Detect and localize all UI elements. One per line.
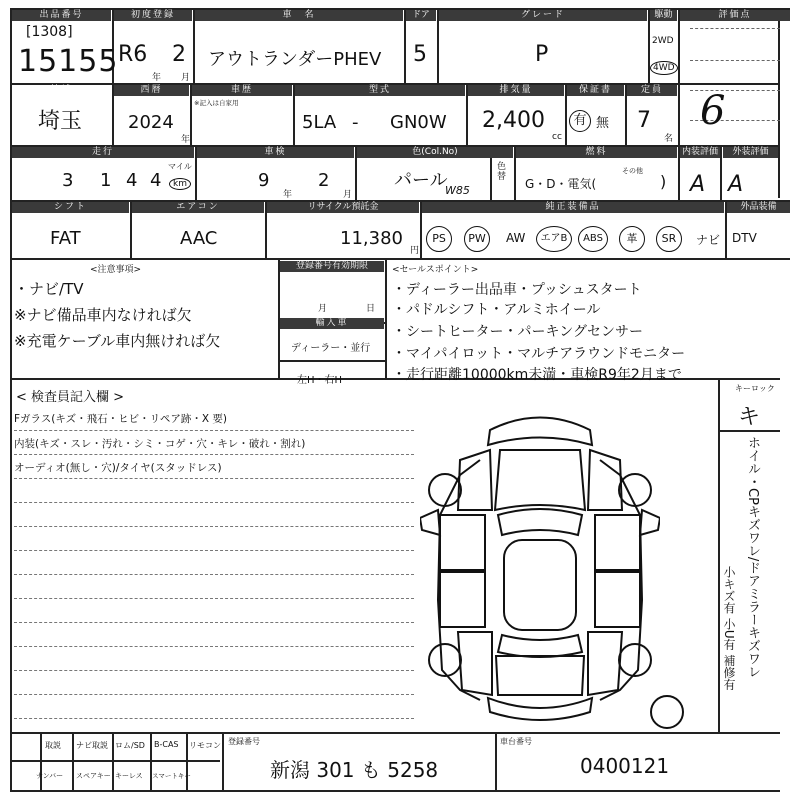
divider — [720, 145, 722, 200]
side-note-scratches: 小キズ有 小U有 補修有 — [722, 566, 736, 691]
note-line: ・ナビ/TV — [14, 280, 84, 298]
outer-right-top — [778, 8, 780, 198]
region-value: 埼玉 — [38, 109, 83, 134]
footer-item: ナンバー — [36, 772, 64, 780]
shift-label: シフト — [12, 202, 129, 213]
history-sub: ※記入は自家用 — [194, 99, 239, 107]
region-label: 地域 — [50, 85, 73, 95]
key-lock-label: キーロック — [735, 384, 775, 393]
right-rear-door — [595, 572, 640, 627]
sales-label: <セールスポイント> — [392, 265, 479, 275]
mileage-digit: 3 — [62, 170, 74, 191]
year-unit: 年 — [152, 73, 162, 83]
footer-item: ロム/SD — [115, 741, 145, 750]
rear-window-outline — [498, 635, 582, 657]
spare-tire — [651, 696, 683, 728]
first-reg-era-year: R6 — [118, 42, 148, 67]
import-dealer: ディーラー・並行 — [291, 343, 371, 354]
lot-no-label: 出品番号 — [12, 10, 111, 21]
windshield-outline — [498, 509, 582, 535]
inspection-month-unit: 月 — [343, 190, 353, 200]
interior-eval-label: 内装評価 — [681, 147, 718, 157]
recycle-label: リサイクル預託金 — [267, 202, 419, 213]
expiry-month: 月 — [318, 304, 328, 314]
mileage-digit: 4 — [150, 170, 162, 191]
month-unit: 月 — [181, 73, 191, 83]
right-rear-fender — [588, 632, 622, 695]
footer-item: スペアキー — [76, 772, 111, 780]
divider — [495, 732, 497, 790]
first-reg-label: 初度登録 — [114, 10, 192, 21]
fuel-other-label: その他 — [622, 167, 643, 175]
aircon-value: AAC — [180, 228, 218, 249]
writing-line — [14, 718, 414, 719]
equip-abs: ABS — [578, 226, 608, 252]
sales-point: ・ディーラー出品車・プッシュスタート — [392, 282, 642, 298]
history-label: 車歴 — [192, 85, 292, 96]
capacity-value: 7 — [637, 108, 651, 133]
lot-prefix: [1308] — [26, 24, 73, 40]
inspection-line: Fガラス(キズ・飛石・ヒビ・リペア跡・X 要) — [14, 413, 228, 425]
divider — [40, 732, 42, 790]
divider — [150, 732, 152, 790]
inspection-year-unit: 年 — [283, 190, 293, 200]
writing-line — [14, 526, 414, 527]
drive-2wd: 2WD — [652, 36, 674, 46]
front-bumper-outline — [488, 418, 592, 446]
writing-line — [14, 550, 414, 551]
writing-line — [14, 478, 414, 479]
rear-bumper-outline — [488, 698, 592, 720]
type-dash: - — [352, 112, 359, 133]
color-label: 色(Col.No) — [357, 147, 513, 158]
model-label: 車 名 — [195, 10, 403, 21]
left-mirror — [420, 510, 440, 535]
warranty-label: 保証書 — [567, 85, 624, 96]
mileage-digit: 4 — [126, 170, 138, 191]
inspection-line: オーディオ(無し・穴)/タイヤ(スタッドレス) — [14, 462, 222, 474]
writing-line — [14, 670, 414, 671]
fuel-label: 燃料 — [516, 147, 677, 158]
caution-label: <注意事項> — [90, 265, 142, 275]
score-dash-line — [690, 60, 780, 61]
left-rear-wheel — [429, 644, 461, 676]
warranty-no: 無 — [596, 116, 610, 131]
interior-score: A — [690, 172, 706, 197]
type-code: GN0W — [390, 112, 447, 133]
equip-ps: PS — [426, 226, 452, 252]
hood-outline — [495, 450, 585, 510]
score-label: 評価点 — [680, 10, 790, 21]
color-code: W85 — [445, 184, 470, 197]
left-front-door — [440, 515, 485, 570]
divider — [678, 8, 680, 200]
color-change-label: 色替 — [497, 162, 507, 182]
option-label: 外品装備 — [727, 202, 790, 213]
mileage-digit: 1 — [100, 170, 112, 191]
divider — [72, 732, 74, 790]
door-count: 5 — [413, 42, 427, 67]
left-front-wheel — [429, 474, 461, 506]
grade-value: P — [535, 42, 549, 67]
equip-aw: AW — [506, 231, 526, 245]
footer-item: スマートキー — [152, 772, 191, 780]
equipment-label: 純正装備品 — [422, 202, 724, 213]
equip-dtv: DTV — [732, 231, 757, 245]
inspection-label: < 検査員記入欄 > — [16, 390, 125, 405]
mile-unit: マイル — [168, 162, 192, 171]
lot-number: 15155 — [18, 44, 119, 79]
mileage-label: 走行 — [12, 147, 194, 158]
chassis-label: 車台番号 — [500, 737, 532, 746]
right-front-wheel — [619, 474, 651, 506]
year-unit-2: 年 — [181, 135, 191, 145]
divider — [222, 732, 224, 790]
chassis-value: 0400121 — [580, 754, 670, 778]
footer-item: 取説 — [45, 741, 61, 750]
score-dash-line — [690, 28, 780, 29]
color-value: パール — [394, 170, 448, 191]
exterior-score: A — [728, 172, 744, 197]
year-label: 西暦 — [114, 85, 189, 96]
grade-label: グレード — [439, 10, 647, 21]
roof-outline — [504, 540, 576, 630]
writing-line — [14, 430, 414, 431]
right-front-door — [595, 515, 640, 570]
right-front-fender — [588, 450, 622, 510]
divider — [718, 380, 720, 732]
score-value: 6 — [700, 88, 726, 134]
writing-line — [14, 454, 414, 455]
trunk-outline — [496, 656, 584, 695]
equip-sr: SR — [656, 226, 682, 252]
displacement-label: 排気量 — [468, 85, 564, 96]
expiry-day: 日 — [366, 304, 376, 314]
plate-label: 登録番号 — [228, 737, 260, 746]
note-line: ※充電ケーブル車内無ければ欠 — [14, 332, 221, 350]
divider — [186, 732, 188, 790]
inspection-year: 9 — [258, 170, 270, 191]
left-rear-door — [440, 572, 485, 627]
capacity-unit: 名 — [664, 134, 674, 144]
first-reg-month: 2 — [172, 42, 186, 67]
inspection-bottom — [10, 732, 780, 734]
equip-navi: ナビ — [696, 233, 721, 247]
divider — [278, 360, 385, 362]
import-handle: 左H・右H — [297, 375, 343, 386]
writing-line — [14, 694, 414, 695]
aircon-label: エアコン — [132, 202, 264, 213]
footer-item: リモコン — [189, 741, 221, 750]
type-prefix: 5LA — [302, 112, 337, 133]
divider — [385, 258, 387, 378]
divider — [10, 760, 220, 762]
right-rear-wheel — [619, 644, 651, 676]
car-diagram — [420, 400, 660, 730]
outer-left — [10, 8, 12, 790]
footer-item: ナビ取説 — [76, 741, 108, 750]
shift-value: FAT — [50, 228, 81, 249]
warranty-yes-circled: 有 — [569, 110, 591, 132]
note-line: ※ナビ備品車内なければ欠 — [14, 306, 192, 324]
plate-value: 新潟 301 も 5258 — [270, 758, 439, 782]
equip-pw: PW — [464, 226, 490, 252]
expiry-label: 登録番号有効期限 — [280, 261, 384, 272]
km-unit-circled: km — [169, 178, 191, 190]
divider — [112, 732, 114, 790]
equip-airbag: エアB — [536, 226, 572, 252]
year-value: 2024 — [128, 112, 174, 133]
yen-unit: 円 — [410, 246, 420, 256]
left-front-fender — [458, 450, 492, 510]
writing-line — [14, 598, 414, 599]
import-label: 輸入車 — [280, 318, 384, 329]
sales-point: ・パドルシフト・アルミホイール — [392, 302, 601, 318]
outer-bottom — [10, 790, 780, 792]
sales-point: ・走行距離10000km未満・車検R9年2月まで — [392, 367, 682, 383]
writing-line — [14, 574, 414, 575]
inspection-month: 2 — [318, 170, 330, 191]
writing-line — [14, 502, 414, 503]
equip-leather: 革 — [619, 226, 645, 252]
drive-label: 駆動 — [650, 10, 677, 21]
left-rear-fender — [458, 632, 492, 695]
footer-item: B-CAS — [154, 740, 179, 749]
spare-tire-diagram — [645, 692, 689, 732]
fuel-close: ) — [660, 172, 667, 191]
inspection-label: 車検 — [197, 147, 354, 158]
exterior-eval-label: 外装評価 — [723, 147, 778, 158]
sales-point: ・マイパイロット・マルチアラウンドモニター — [392, 346, 686, 362]
cc-unit: cc — [552, 132, 562, 142]
writing-line — [14, 622, 414, 623]
writing-line — [14, 646, 414, 647]
capacity-label: 定員 — [627, 85, 677, 96]
sales-point: ・シートヒーター・パーキングセンサー — [392, 324, 644, 340]
type-label: 型式 — [295, 85, 465, 96]
footer-item: キーレス — [115, 772, 143, 780]
row4-bottom — [10, 258, 790, 260]
door-label: ドア — [406, 10, 436, 21]
right-mirror — [640, 510, 660, 535]
recycle-value: 11,380 — [340, 228, 403, 249]
fuel-options: G・D・電気( — [525, 177, 597, 191]
model-name: アウトランダーPHEV — [208, 49, 382, 70]
side-note-wheel: ホイル・CPキズワレ/ドアミラーキズワレ — [745, 436, 760, 679]
drive-4wd-circled: 4WD — [650, 61, 678, 75]
inspection-line: 内装(キズ・スレ・汚れ・シミ・コゲ・穴・キレ・破れ・割れ) — [14, 438, 306, 450]
key-lock-value: キ — [738, 405, 761, 430]
displacement-value: 2,400 — [482, 108, 545, 133]
